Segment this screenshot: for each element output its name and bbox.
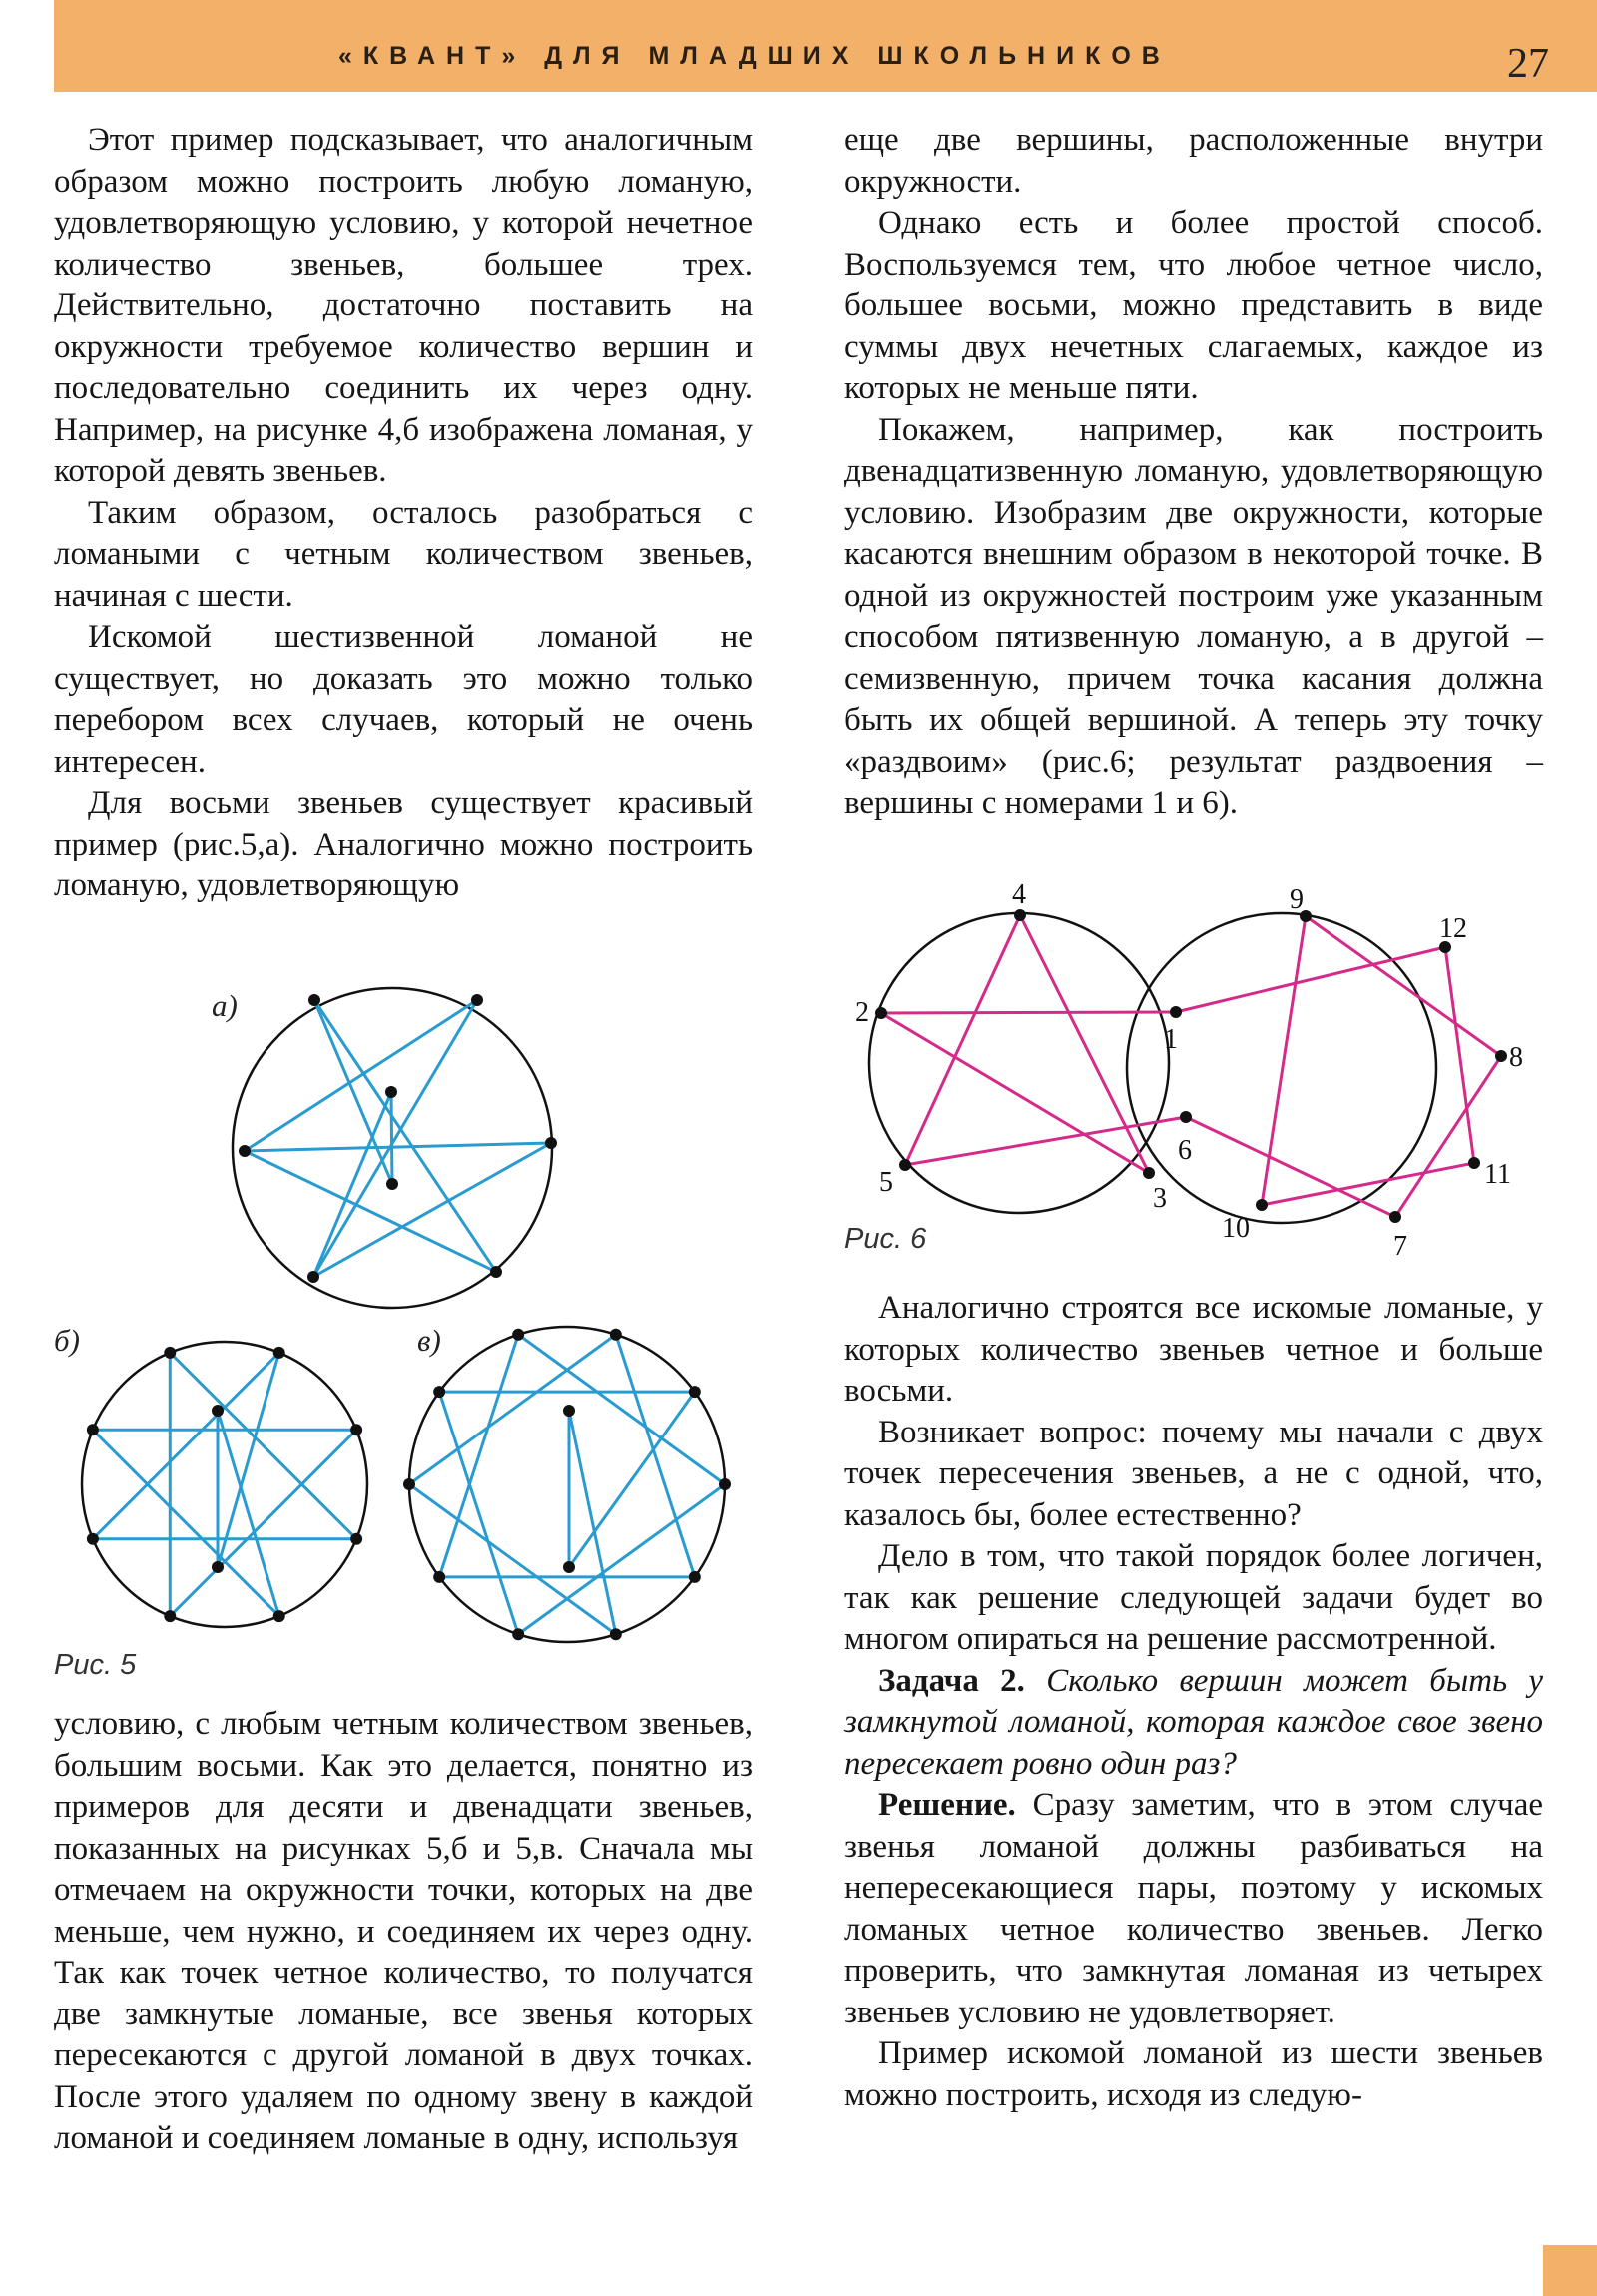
vertex-dot [433, 1571, 445, 1583]
vertex-dot [689, 1386, 701, 1398]
paragraph: Таким образом, осталось разобраться с ломаными с четным количеством звеньев, начиная с шести. [54, 494, 753, 614]
polyline-segment [314, 1000, 392, 1184]
paragraph: еще две вершины, расположенные внутри окружности. [844, 122, 1543, 200]
figure-6-polyline [855, 879, 1523, 1262]
vertex-dot [350, 1533, 362, 1545]
vertex-dot [273, 1610, 285, 1622]
vertex-dot [471, 994, 483, 1006]
vertex-dot [512, 1628, 524, 1640]
polyline-segment [881, 1012, 1176, 1013]
vertex-dot [1170, 1006, 1182, 1018]
circle-outline [869, 913, 1169, 1213]
paragraph: Пример искомой ломаной из шести звеньев можно построить, исходя из следую- [844, 2035, 1543, 2113]
figure-5b-label: б) [54, 1323, 80, 1358]
vertex-dot [719, 1478, 731, 1490]
polyline-segment [1262, 916, 1306, 1205]
vertex-dot [1495, 1050, 1507, 1062]
vertex-number-label: 11 [1484, 1159, 1511, 1190]
polyline-segment [313, 1000, 477, 1277]
polyline-segment [1306, 916, 1501, 1056]
vertex-dot [1256, 1199, 1268, 1211]
paragraph: Аналогично строятся все искомые ломаные, у которых количество звеньев четное и больше восьми. [844, 1290, 1543, 1409]
polyline-segment [1445, 947, 1474, 1163]
figure-5 [40, 968, 759, 1687]
vertex-dot [433, 1386, 445, 1398]
vertex-dot [1389, 1211, 1401, 1223]
solution-paragraph [844, 1785, 1543, 2033]
vertex-dot [1014, 909, 1026, 921]
vertex-dot [563, 1405, 575, 1417]
vertex-dot [545, 1137, 557, 1149]
vertex-number-label: 9 [1290, 884, 1304, 915]
polyline-segment [170, 1430, 356, 1616]
polyline-segment [1176, 947, 1445, 1012]
task-paragraph [844, 1661, 1543, 1786]
polyline-segment [245, 1151, 496, 1272]
vertex-number-label: 4 [1012, 879, 1026, 910]
figure-6-caption: Рис. 6 [844, 1223, 927, 1255]
vertex-dot [386, 1178, 398, 1190]
figure-5b-polyline [82, 1342, 367, 1627]
polyline-segment [1186, 1117, 1395, 1217]
paragraph: Возникает вопрос: почему мы начали с двух точек пересечения звеньев, а не с одной, что, казалось бы, более естественно? [844, 1414, 1543, 1533]
vertex-dot [563, 1561, 575, 1573]
left-column-top [54, 120, 753, 907]
page-corner-tab [1543, 2245, 1597, 2296]
vertex-dot [308, 994, 320, 1006]
paragraph: Однако есть и более простой способ. Воспользуемся тем, что любое четное число, большее восьми, можно представить в виде суммы двух нечетных слагаемых, каждое из которых не меньше пяти. [844, 205, 1543, 406]
vertex-number-label: 7 [1393, 1231, 1407, 1262]
right-column-bottom [844, 1288, 1543, 2116]
vertex-dot [490, 1266, 502, 1278]
polyline-segment [313, 1143, 551, 1277]
circle-outline [409, 1327, 725, 1642]
solution-label: Решение. [878, 1787, 1016, 1823]
vertex-dot [610, 1329, 622, 1341]
vertex-dot [385, 1086, 397, 1098]
polyline-segment [905, 915, 1020, 1165]
vertex-dot [899, 1159, 911, 1171]
paragraph: Дело в том, что такой порядок более логичен, так как решение следующей задачи будет во многом опираться на решение рассмотренной. [844, 1538, 1543, 1657]
figure-5-caption: Рис. 5 [54, 1649, 137, 1681]
vertex-number-label: 10 [1222, 1213, 1250, 1244]
vertex-dot [87, 1533, 99, 1545]
vertex-dot [164, 1347, 176, 1359]
vertex-dot [1180, 1111, 1192, 1123]
vertex-dot [239, 1145, 251, 1157]
vertex-dot [610, 1628, 622, 1640]
vertex-dot [164, 1610, 176, 1622]
vertex-number-label: 3 [1153, 1183, 1167, 1214]
paragraph: Для восьми звеньев существует красивый пример (рис.5,а). Аналогично можно построить ломаную, удовлетворяющую [54, 785, 753, 903]
polyline-segment [245, 1000, 477, 1151]
figure-5a-label: а) [212, 988, 238, 1023]
paragraph: Покажем, например, как построить двенадцатизвенную ломаную, удовлетворяющую условию. Изобразим две окружности, которые касаются внешним образом в некоторой точке. В одной из окружностей построим уже указанным способом пятизвенную ломаную, а в другой – семизвенную, причем точка касания должна быть их общей вершиной. А теперь эту точку «раздвоим» (рис.6; результат раздвоения – вершины с номерами 1 и 6). [844, 411, 1543, 821]
left-column-bottom [54, 1704, 753, 2160]
polyline-segment [170, 1353, 356, 1539]
vertex-number-label: 8 [1509, 1042, 1523, 1073]
polyline-segment [1395, 1056, 1501, 1217]
polyline-segment [905, 1117, 1186, 1165]
vertex-number-label: 6 [1178, 1135, 1192, 1166]
figure-5a-polyline [233, 988, 557, 1308]
page-number: 27 [1507, 41, 1549, 87]
polyline-segment [518, 1484, 725, 1634]
figure-5v-polyline [403, 1327, 731, 1642]
polyline-segment [245, 1143, 551, 1151]
paragraph: Этот пример подсказывает, что аналогичным образом можно построить любую ломаную, удовлетворяющую условию, у которой нечетное количество звеньев, большее трех. Действительно, достаточно поставить на окружности требуемое количество вершин и последовательно соединить их через одну. Например, на рисунке 4,б изображена ломаная, у которой девять звеньев. [54, 122, 753, 489]
vertex-dot [350, 1424, 362, 1435]
vertex-dot [875, 1007, 887, 1019]
page-header [54, 0, 1597, 92]
polyline-segment [569, 1411, 616, 1634]
task-text: Сколько вершин может быть у замкнутой ломаной, которая каждое свое звено пересекает ровно один раз? [844, 1662, 1544, 1782]
vertex-dot [512, 1329, 524, 1341]
vertex-number-label: 12 [1439, 913, 1467, 944]
right-column-top [844, 120, 1543, 825]
vertex-dot [273, 1347, 285, 1359]
paragraph: Искомой шестизвенной ломаной не существует, но доказать это можно только перебором всех случаев, который не очень интересен. [54, 619, 753, 780]
vertex-dot [1143, 1167, 1155, 1179]
circle-outline [82, 1342, 367, 1627]
vertex-dot [87, 1424, 99, 1435]
vertex-dot [1468, 1157, 1480, 1169]
vertex-number-label: 2 [855, 997, 869, 1028]
journal-section-title: «КВАНТ» ДЛЯ МЛАДШИХ ШКОЛЬНИКОВ [338, 42, 1171, 70]
paragraph: условию, с любым четным количеством звеньев, большим восьми. Как это делается, понятно из примеров для десяти и двенадцати звеньев, показанных на рисунках 5,б и 5,в. Сначала мы отмечаем на окружности точки, которых на две меньше, чем нужно, и соединяем их через одну. Так как точек четное количество, то получатся две замкнутые ломаные, все звенья которых пересекаются с другой ломаной в двух точках. После этого удаляем по одному звену в каждой ломаной и соединяем ломаные в одну, используя [54, 1706, 753, 2156]
vertex-number-label: 1 [1164, 1024, 1178, 1055]
figure-5v-label: в) [417, 1323, 441, 1358]
polyline-segment [313, 1092, 391, 1277]
vertex-dot [212, 1561, 224, 1573]
figure-6 [844, 868, 1553, 1268]
solution-text: Сразу заметим, что в этом случае звенья ломаной должны разбиваться на непересекающиеся пары, поэтому у искомых ломаных четное количество звеньев. Легко проверить, что замкнутая ломаная из четырех звеньев условию не удовлетворяет. [844, 1787, 1543, 2030]
polyline-segment [391, 1092, 392, 1184]
task-label: Задача 2. [878, 1662, 1025, 1699]
vertex-dot [212, 1405, 224, 1417]
vertex-dot [403, 1478, 415, 1490]
vertex-number-label: 5 [879, 1167, 893, 1198]
vertex-dot [307, 1271, 319, 1283]
vertex-dot [689, 1571, 701, 1583]
